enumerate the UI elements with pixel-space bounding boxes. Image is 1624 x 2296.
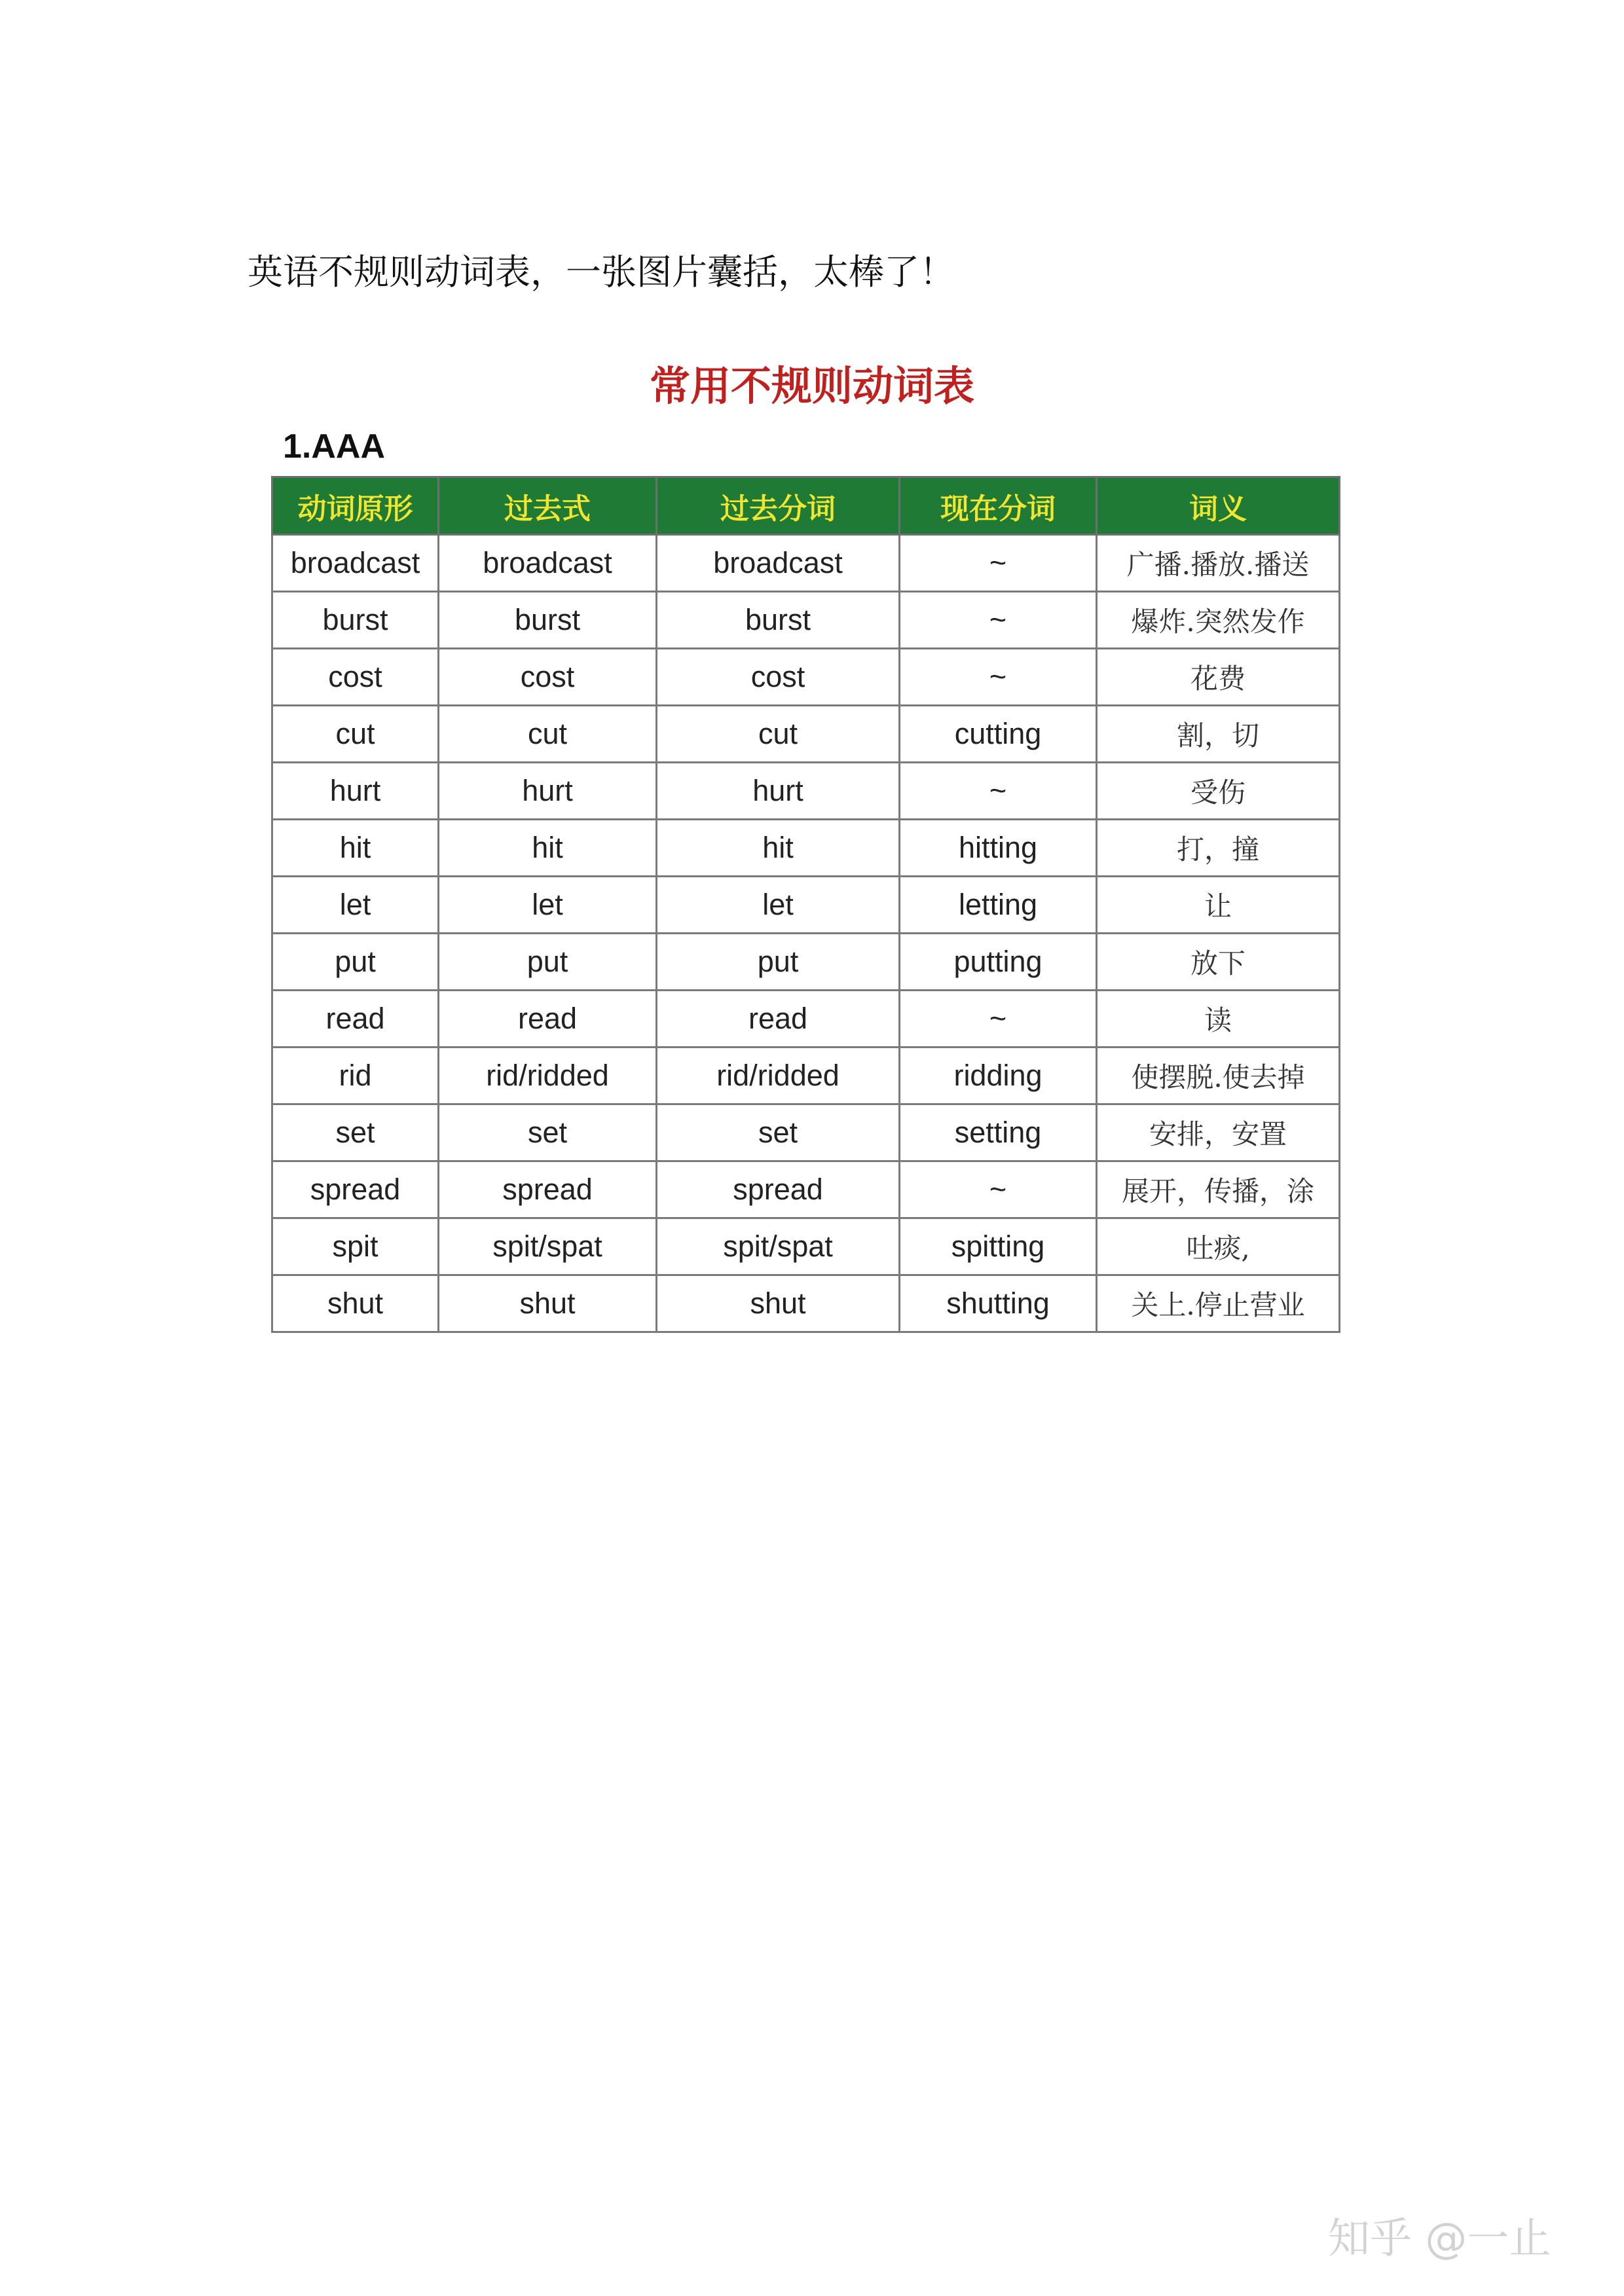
cell-meaning: 让 [1097,877,1340,934]
cell-base-form: hit [272,820,439,877]
cell-meaning: 打，撞 [1097,820,1340,877]
cell-past-participle: hurt [657,763,900,820]
table-row [272,1048,1340,1104]
cell-base-form: rid [272,1048,439,1104]
column-header-past-tense: 过去式 [439,477,657,535]
cell-meaning: 广播.播放.播送 [1097,535,1340,592]
cell-meaning: 花费 [1097,649,1340,706]
cell-present-participle: letting [900,877,1097,934]
cell-meaning: 受伤 [1097,763,1340,820]
cell-past-participle: let [657,877,900,934]
cell-present-participle: ~ [900,535,1097,592]
cell-present-participle: ~ [900,763,1097,820]
cell-base-form: burst [272,592,439,649]
cell-past-tense: read [439,991,657,1048]
cell-present-participle: putting [900,934,1097,991]
cell-base-form: cost [272,649,439,706]
cell-base-form: put [272,934,439,991]
cell-meaning: 安排，安置 [1097,1104,1340,1161]
column-header-meaning: 词义 [1097,477,1340,535]
column-header-present-participle: 现在分词 [900,477,1097,535]
table-row [272,1161,1340,1218]
table-row [272,535,1340,592]
cell-meaning: 割，切 [1097,706,1340,763]
table-row [272,934,1340,991]
cell-past-participle: cost [657,649,900,706]
cell-meaning: 放下 [1097,934,1340,991]
table-row [272,706,1340,763]
table-row [272,649,1340,706]
intro-text: 英语不规则动词表，一张图片囊括，太棒了！ [248,251,955,293]
column-header-past-participle: 过去分词 [657,477,900,535]
section-label: 1.AAA [283,428,386,465]
cell-past-tense: cut [439,706,657,763]
header-row [272,477,1340,535]
cell-past-participle: burst [657,592,900,649]
cell-present-participle: hitting [900,820,1097,877]
cell-past-tense: rid/ridded [439,1048,657,1104]
cell-meaning: 关上.停止营业 [1097,1275,1340,1332]
table-row [272,1275,1340,1332]
cell-past-participle: shut [657,1275,900,1332]
column-header-base-form: 动词原形 [272,477,439,535]
cell-base-form: spread [272,1161,439,1218]
cell-past-tense: hit [439,820,657,877]
cell-base-form: set [272,1104,439,1161]
table-body [272,535,1340,1332]
cell-base-form: read [272,991,439,1048]
table-row [272,991,1340,1048]
irregular-verb-table [271,476,1340,1333]
cell-present-participle: ridding [900,1048,1097,1104]
cell-past-tense: burst [439,592,657,649]
cell-meaning: 使摆脱.使去掉 [1097,1048,1340,1104]
table-row [272,820,1340,877]
cell-base-form: hurt [272,763,439,820]
cell-present-participle: ~ [900,991,1097,1048]
cell-present-participle: shutting [900,1275,1097,1332]
watermark: 知乎 @一止 [1328,2215,1551,2263]
cell-present-participle: ~ [900,1161,1097,1218]
cell-past-participle: broadcast [657,535,900,592]
cell-past-tense: spit/spat [439,1218,657,1275]
cell-present-participle: ~ [900,649,1097,706]
cell-past-participle: cut [657,706,900,763]
cell-present-participle: cutting [900,706,1097,763]
cell-base-form: cut [272,706,439,763]
table-row [272,1218,1340,1275]
table-header [272,477,1340,535]
cell-meaning: 爆炸.突然发作 [1097,592,1340,649]
cell-past-tense: cost [439,649,657,706]
cell-base-form: let [272,877,439,934]
cell-past-participle: rid/ridded [657,1048,900,1104]
cell-past-tense: set [439,1104,657,1161]
cell-past-participle: set [657,1104,900,1161]
cell-present-participle: ~ [900,592,1097,649]
table-row [272,877,1340,934]
table-row [272,763,1340,820]
cell-past-tense: hurt [439,763,657,820]
cell-base-form: broadcast [272,535,439,592]
cell-past-participle: spit/spat [657,1218,900,1275]
cell-present-participle: spitting [900,1218,1097,1275]
figure-title: 常用不规则动词表 [649,362,974,410]
cell-past-participle: read [657,991,900,1048]
cell-base-form: spit [272,1218,439,1275]
cell-past-tense: broadcast [439,535,657,592]
cell-meaning: 展开，传播，涂 [1097,1161,1340,1218]
cell-past-participle: put [657,934,900,991]
cell-past-tense: let [439,877,657,934]
cell-present-participle: setting [900,1104,1097,1161]
table-row [272,1104,1340,1161]
cell-past-tense: spread [439,1161,657,1218]
table-row [272,592,1340,649]
cell-past-tense: shut [439,1275,657,1332]
cell-past-participle: spread [657,1161,900,1218]
cell-base-form: shut [272,1275,439,1332]
cell-meaning: 吐痰, [1097,1218,1340,1275]
cell-meaning: 读 [1097,991,1340,1048]
cell-past-participle: hit [657,820,900,877]
cell-past-tense: put [439,934,657,991]
